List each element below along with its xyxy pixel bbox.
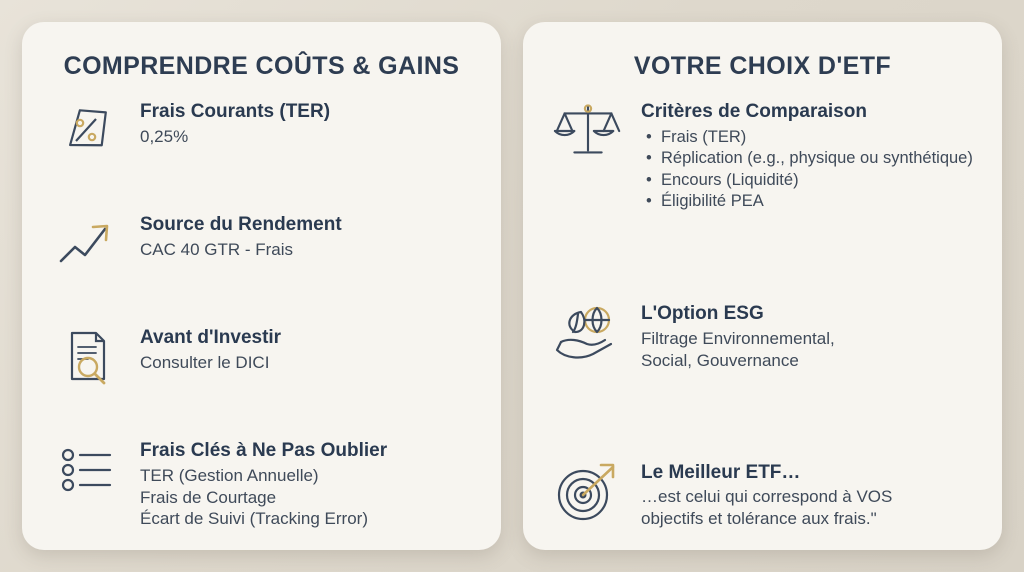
list-item: [50, 99, 473, 163]
list-item-subtitle: objectifs et tolérance aux frais.": [641, 509, 877, 529]
list-item-subtitle: Écart de Suivi (Tracking Error): [140, 509, 368, 529]
list-item-title: Frais Courants (TER): [140, 101, 331, 122]
list-item-subtitle: 0,25%: [140, 126, 189, 146]
list-item-subtitle: …est celui qui correspond à VOS: [641, 487, 893, 507]
list-item-subtitle: Filtrage Environnemental,: [641, 328, 835, 348]
list-item-text: [140, 438, 387, 530]
list-item-title: Frais Clés à Ne Pas Oublier: [140, 439, 388, 461]
card-etf-choice: [523, 22, 1002, 550]
list-item: • Réplication (e.g., physique ou synthétique): [659, 148, 973, 169]
list-item-title: L'Option ESG: [641, 302, 764, 324]
list-item-title: Avant d'Investir: [140, 326, 282, 348]
list-item-text: [140, 325, 281, 374]
criteria-list: [641, 127, 973, 213]
document-magnifier-icon: [50, 325, 124, 389]
list-item: • Éligibilité PEA: [659, 191, 973, 212]
list-item: • Frais (TER): [659, 127, 973, 148]
list-item: • Encours (Liquidité): [659, 170, 973, 191]
list-item-title: Source du Rendement: [140, 213, 342, 235]
hand-leaf-globe-icon: [551, 301, 625, 365]
list-item-subtitle: Consulter le DICI: [140, 352, 270, 372]
list-item: [50, 212, 473, 276]
list-item: [551, 99, 974, 213]
card-costs-and-gains: [22, 22, 501, 550]
list-item-subtitle: Social, Gouvernance: [641, 350, 799, 370]
list-item-text: [140, 99, 330, 148]
balance-scale-icon: [551, 99, 625, 163]
left-rows: [50, 99, 473, 530]
checklist-icon: [50, 438, 124, 502]
list-item: [551, 301, 974, 371]
list-item: [50, 325, 473, 389]
list-item-text: [641, 460, 892, 530]
list-item-title: Le Meilleur ETF…: [641, 461, 801, 483]
page-title-right: VOTRE CHOIX D'ETF: [633, 52, 892, 80]
target-arrow-icon: [551, 460, 625, 524]
list-item-subtitle: CAC 40 GTR - Frais: [140, 239, 294, 259]
growth-arrow-icon: [50, 212, 124, 276]
list-item-title: Critères de Comparaison: [641, 101, 867, 122]
page-title-left: COMPRENDRE COÛTS & GAINS: [63, 52, 460, 80]
list-item: [50, 438, 473, 530]
price-tag-icon: [50, 99, 124, 163]
list-item-text: [140, 212, 342, 261]
list-item-subtitle: TER (Gestion Annuelle): [140, 465, 319, 485]
list-item-text: [641, 99, 973, 213]
list-item-subtitle: Frais de Courtage: [140, 487, 277, 507]
list-item: [551, 460, 974, 530]
list-item-text: [641, 301, 835, 371]
right-rows: [551, 99, 974, 530]
